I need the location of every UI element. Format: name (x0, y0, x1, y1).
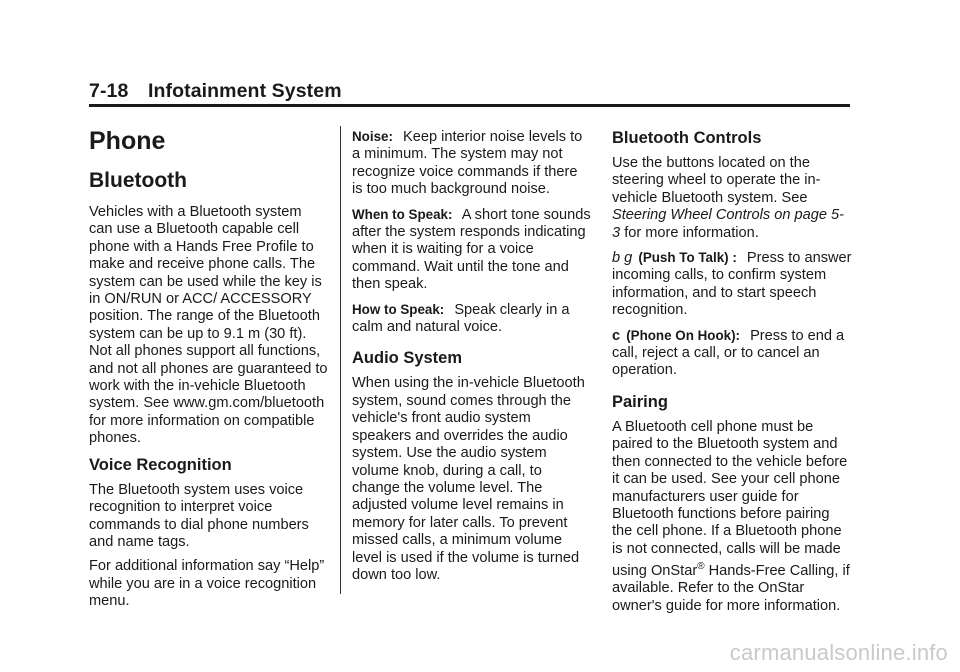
watermark: carmanualsonline.info (729, 640, 948, 665)
column-2 (352, 128, 592, 591)
how-text: Speak clearly in a calm and natural voice. (352, 301, 570, 336)
pairing-text-1: A Bluetooth cell phone must be paired to the Bluetooth system and then connected to the vehicle before it can be used. See your cell phone manufacturers user guide for Bluetooth functions before pairing the cell phone. If a Bluetooth phone is not connected, calls will be made using OnStar (612, 418, 848, 579)
ptt-text: Press to answer incoming calls, to confirm system information, and to start speech recognition. (612, 250, 852, 319)
ptt-paragraph (612, 249, 852, 320)
section-title: Infotainment System (147, 80, 342, 102)
column-divider (340, 126, 341, 594)
heading-phone: Phone (89, 127, 166, 155)
phone-on-hook-icon: c (612, 327, 621, 344)
page-number: 7-18 (89, 80, 129, 102)
voice-recognition-paragraph: The Bluetooth system uses voice recognition to interpret voice commands to dial phone numbers and name tags. (89, 481, 309, 550)
registered-mark: ® (697, 561, 705, 573)
onhook-paragraph (612, 327, 852, 380)
pairing-paragraph (612, 419, 852, 615)
audio-paragraph: When using the in-vehicle Bluetooth system, sound comes through the vehicle's front audio system speakers and overrides the audio system. Use the audio system volume knob, during a call, to change the volume level. The adjusted volume level remains in memory for later calls. To prevent missed calls, a minimum volume level is used if the volume is turned down too low. (352, 375, 585, 583)
column-3 (612, 128, 852, 622)
help-paragraph: For additional information say “Help” while you are in a voice recognition menu. (89, 558, 325, 610)
heading-bluetooth-controls: Bluetooth Controls (612, 129, 762, 147)
page-header (89, 80, 849, 103)
noise-text: Keep interior noise levels to a minimum. The system may not recognize voice commands if there is too much background noise. (352, 129, 583, 198)
controls-text-1: Use the buttons located on the steering wheel to operate the in-vehicle Bluetooth system. See (612, 155, 821, 206)
push-to-talk-icon: b g (612, 250, 633, 267)
when-text: A short tone sounds after the system responds indicating when it is waiting for a voice command. Wait until the tone and then speak. (352, 206, 591, 293)
how-paragraph (352, 301, 592, 337)
heading-pairing: Pairing (612, 392, 668, 411)
when-paragraph (352, 206, 592, 294)
heading-audio-system: Audio System (352, 349, 463, 368)
bluetooth-paragraph: Vehicles with a Bluetooth system can use a Bluetooth capable cell phone with a Hands Free Profile to make and receive phone calls. The system can be used while the key is in ON/RUN or ACC/ ACCESSORY position. The range of the Bluetooth system can be up to 9.1 m (30 ft). Not all phones support all functions, and not all phones are guaranteed to work with the in-vehicle Bluetooth system. See www.gm.com/bluetooth for more information on compatible phones. (89, 204, 328, 447)
noise-term: Noise: (352, 129, 393, 144)
heading-voice-recognition: Voice Recognition (89, 455, 232, 474)
header-rule (89, 104, 850, 107)
heading-bluetooth: Bluetooth (89, 169, 187, 192)
controls-reference: Steering Wheel Controls on page 5-3 (612, 207, 845, 241)
noise-paragraph (352, 128, 592, 199)
onhook-term: (Phone On Hook): (626, 327, 740, 343)
ptt-term: (Push To Talk) : (638, 250, 737, 266)
when-term: When to Speak: (352, 206, 453, 222)
onhook-text: Press to end a call, reject a call, or to cancel an operation. (612, 327, 845, 379)
column-1 (89, 126, 329, 618)
controls-paragraph (612, 155, 852, 242)
pairing-text-2: Hands-Free Calling, if available. Refer to the OnStar owner's guide for more information. (612, 562, 850, 614)
controls-text-2: for more information. (624, 224, 759, 241)
how-term: How to Speak: (352, 301, 445, 317)
